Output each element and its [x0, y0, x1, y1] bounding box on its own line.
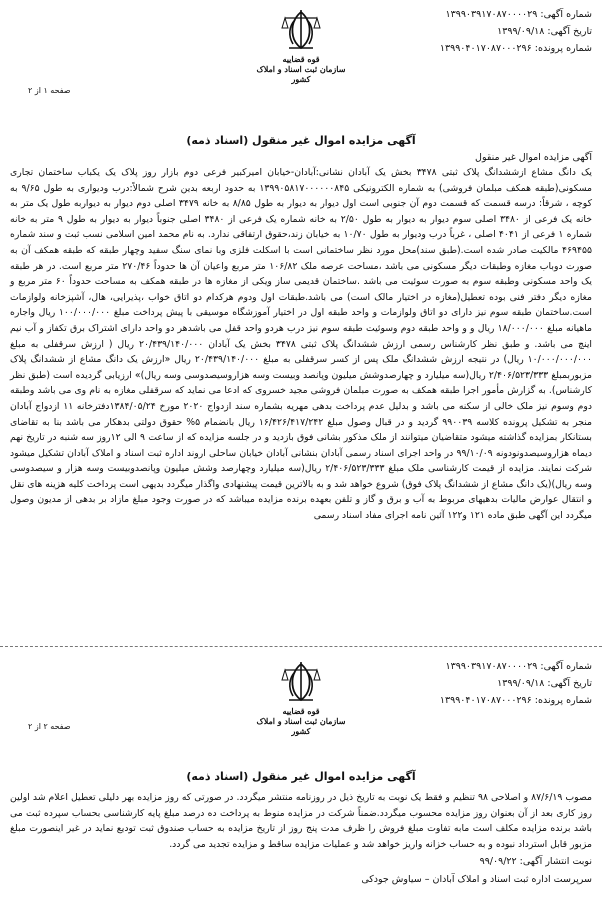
iran-emblem-icon — [281, 660, 321, 706]
judiciary-emblem — [246, 660, 356, 736]
notice-2-header — [0, 650, 602, 750]
notice-body: یک دانگ مشاع ازششدانگ پلاک ثبتی ۳۴۷۸ بخش یک آبادان نشانی:آبادان-خیابان امیرکبیر فرعی دوم بازار روز پلاک یک یکباب ساختمان تجاری مسکونی(طبقه همکف مبلمان فروشی) به شماره الکترونیکی ۱۳۹۹۰۵۸۱۷۰۰۰۰۰۰۸۴۵ به حدود اربعه بدین شرح شمالاً:درب ودیواری به طول ۹/۶۵ به کوچه ، شرقاً: درسه قسمت که قسمت دوم آن جنوبی است اول دیوار به دیوار به طول ۸/۸۵ به خانه ۳۴۷۹ اصلی دوم دیوار به دیواربه طول یک متر به خانه یک فرعی از ۳۴۸۰ اصلی سوم دیوار به دیوار به طول ۲/۵۰ به خانه شماره یک فرعی از ۳۴۸۰ اصلی جنوباً دیوار به دیوار به طول ۹ متر به خانه شماره ۱ فرعی از ۴۰۴۱ اصلی ، غرباً درب ودیوار به طول ۱۰/۷۰ به خیابان زند،حقوق ارتفاقی ندارد. به نام محمد امین اسلامی نسب ثبت و سند شماره ۴۶۹۴۵۵ مالکیت صادر شده است.(طبق سند)محل مورد نظر ساختمانی است با اسکلت فلزی وبا نمای سنگ سفید وچهار طبقه که طبقه همکف آن به صورت دوباب مغازه وطبقات دیگر مسکونی می باشد ،مساحت عرصه ملک ۱۰۶/۸۲ متر مربع واعیان آن ها حدوداً ۲۷۰/۴۶ متر مربع است. در هر طبقه یک واحد مسکونی وطبقه سوم به صورت سوئیت می باشد .ساختمان قدیمی ساز ویکی از مغازه ها در طبقه همکف به مساحت حدوداً ۶۰ متر مربع و مغازه دیگر دفتر فنی بوده تعطیل(مغازه در اختیار مالک است) می باشد.طبقات اول ودوم هرکدام دو اتاق خواب ،پذیرایی، هال، آشپزخانه ولوازمات است.ساختمان طبقه سوم نیز دارای دو اتاق ولوازمات و واحد طبقه اول در اختیار آموزشگاه موسیقی با پیش پرداخت مبلغ ۱۰۰/۰۰۰/۰۰۰ ریال واجاره ماهیانه مبلغ ۱۸/۰۰۰/۰۰۰ ریال و و واحد طبقه دوم وسوئیت طبقه سوم نیز درب هردو واحد قفل می باشدهر دو واحد دارای اشتراک برق تکفاز و آب نیم اینچ می باشد. و طبق نظر کارشناس رسمی ارزش ششدانگ پلاک ثبتی ۳۴۷۸ بخش یک آبادان ۲۰/۴۳۹/۱۴۰/۰۰۰ ریال ( ارزش سرقفلی به مبلغ ۱۰/۰۰۰/۰۰۰/۰۰۰ ریال) در نتیجه ارزش ششدانگ ملک پس از کسر سرقفلی به مبلغ ۲۰/۴۳۹/۱۴۰/۰۰۰ ریال «ارزش یک دانگ مشاع از ششدانگ پلاک مزبوربمبلغ ۲/۴۰۶/۵۲۳/۳۳۳ ریال(سه میلیارد و چهارصدوشش میلیون وپانصد وبیست وسه هزاروسیصدوسی وسه ریال)» ارزیابی گردیده است (طبق نظر کارشناس). به گزارش مأمور اجرا طبقه همکف به صورت مبلمان فروشی مجید خسروی که ادعا می نماید که سرقفلی مغازه به نام وی می باشد وطبقه دوم وسوم نیز ملک خالی از سکنه می باشد و بدلیل عدم پرداخت بدهی مهریه بشماره سند ازدواج ۲۰۲۰ مورخ ۱۳۸۴/۰۵/۲۴دفترخانه ۱۱ ازدواج آبادان منجر به تشکیل پرونده کلاسه ۹۹۰۰۳۹ گردید و در قبال وصول مبلغ ۱۶/۴۲۶/۴۱۷/۲۴۲ ریال بانضمام ۵% حقوق دولتی بدهکار می باشد بنا به تقاضای بستانکار بمزایده گذاشته میشود متقاضیان میتوانند از ملک مذکور بشانی فوق بازدید و در جلسه مزایده که از ساعت ۹ الی ۱۲روز سه شنبه در تاریخ نهم دیماه هزاروسیصدونودونه ۹۹/۱۰/۰۹ در واحد اجرای اسناد رسمی آبادان بنشانی آبادان خیابان ساحلی اروند اداره ثبت اسناد و املاک آبادان تشکیل میشود شرکت نمایند. مزایده از قیمت کارشناسی ملک مبلغ ۲/۴۰۶/۵۲۳/۳۳۳ ریال(سه میلیارد وچهارصد وشش میلیون وپانصدوبیست وسه هزار و سیصدوسی وسه ریال)(یک دانگ مشاع از ششدانگ پلاک فوق) شروع خواهد شد و به بالاترین قیمت پیشنهادی واگذار میگردد بدیهی است پرداخت کلیه هزینه های نقل و انتقال عوارض مالیات بدهیهای مربوط به آب و برق و گاز و تلفن بعهده برنده مزایده میباشد که در صورت وجود مبلغ مازاد بر بدهی از مدیون وصول میگردد این آگهی طبق ماده ۱۲۱ و۱۲۲ آئین نامه اجرای مفاد اسناد رسمی — [10, 167, 593, 522]
file-number-label: شماره پرونده: — [534, 695, 592, 706]
publish-label: نوبت انتشار آگهی: — [519, 856, 592, 867]
file-number: ۱۳۹۹۰۴۰۱۷۰۸۷۰۰۰۲۹۶ — [439, 695, 532, 706]
notice-title: آگهی مزایده اموال غیر منقول (اسناد ذمه) — [186, 770, 416, 783]
notice-2-meta — [440, 658, 592, 709]
publish-line — [480, 856, 592, 867]
ad-number-row — [440, 6, 592, 23]
ad-number-label: شماره آگهی: — [540, 661, 592, 672]
page-indicator: صفحه ۱ از ۲ — [28, 86, 71, 95]
signature-line: سرپرست اداره ثبت اسناد و املاک آبادان – سیاوش جودکی — [361, 874, 592, 885]
page-indicator: صفحه ۲ از ۲ — [28, 722, 71, 731]
ad-date: ۱۳۹۹/۰۹/۱۸ — [497, 26, 545, 37]
ad-date-row — [440, 23, 592, 40]
ad-number-label: شماره آگهی: — [540, 9, 592, 20]
ad-number: ۱۳۹۹۰۳۹۱۷۰۸۷۰۰۰۰۲۹ — [445, 9, 538, 20]
notice-divider — [0, 646, 602, 647]
ad-date-label: تاریخ آگهی: — [547, 26, 592, 37]
org-name: قوه قضاییه — [282, 706, 320, 716]
file-number: ۱۳۹۹۰۴۰۱۷۰۸۷۰۰۰۲۹۶ — [439, 43, 532, 54]
publish-date: ۹۹/۰۹/۲۲ — [479, 856, 517, 867]
org-name: قوه قضاییه — [282, 54, 320, 64]
notice-subtitle: آگهی مزایده اموال غیر منقول — [475, 152, 592, 163]
ad-date: ۱۳۹۹/۰۹/۱۸ — [497, 678, 545, 689]
notice-body: مصوب ۸۷/۶/۱۹ و اصلاحی ۹۸ تنظیم و فقط یک نوبت به تاریخ ذیل در روزنامه منتشر میگردد. در صورتی که روز مزایده بهر دلیلی تعطیل اعلام شد اولین روز کاری بعد از آن بعنوان روز مزایده محسوب میگردد.ضمناً شرکت در مزایده منوط به پرداخت ده درصد مبلغ پایه کارشناسی بحساب سپرده ثبت می باشد برنده مزایده مکلف است مابه تفاوت مبلغ فروش را ظرف مدت پنج روز از تاریخ مزایده به حساب صندوق ثبت تودیع نماید در غیر اینصورت مبلغ مزبور قابل استرداد نبوده و به حساب خزانه واریز خواهد شد و عملیات مزایده ساقط و مزایده تجدید می گردد. — [10, 792, 592, 850]
ad-date-row — [440, 675, 592, 692]
notice-1-meta — [440, 6, 592, 57]
notice-1-header — [0, 0, 602, 100]
iran-emblem-icon — [281, 8, 321, 54]
file-number-row — [440, 40, 592, 57]
org-subname: سازمان ثبت اسناد و املاک کشور — [256, 64, 346, 84]
file-number-label: شماره پرونده: — [534, 43, 592, 54]
ad-date-label: تاریخ آگهی: — [547, 678, 592, 689]
notice-title: آگهی مزایده اموال غیر منقول (اسناد ذمه) — [186, 134, 416, 147]
ad-number-row — [440, 658, 592, 675]
org-subname: سازمان ثبت اسناد و املاک کشور — [256, 716, 346, 736]
judiciary-emblem — [246, 8, 356, 84]
file-number-row — [440, 692, 592, 709]
ad-number: ۱۳۹۹۰۳۹۱۷۰۸۷۰۰۰۰۲۹ — [445, 661, 538, 672]
